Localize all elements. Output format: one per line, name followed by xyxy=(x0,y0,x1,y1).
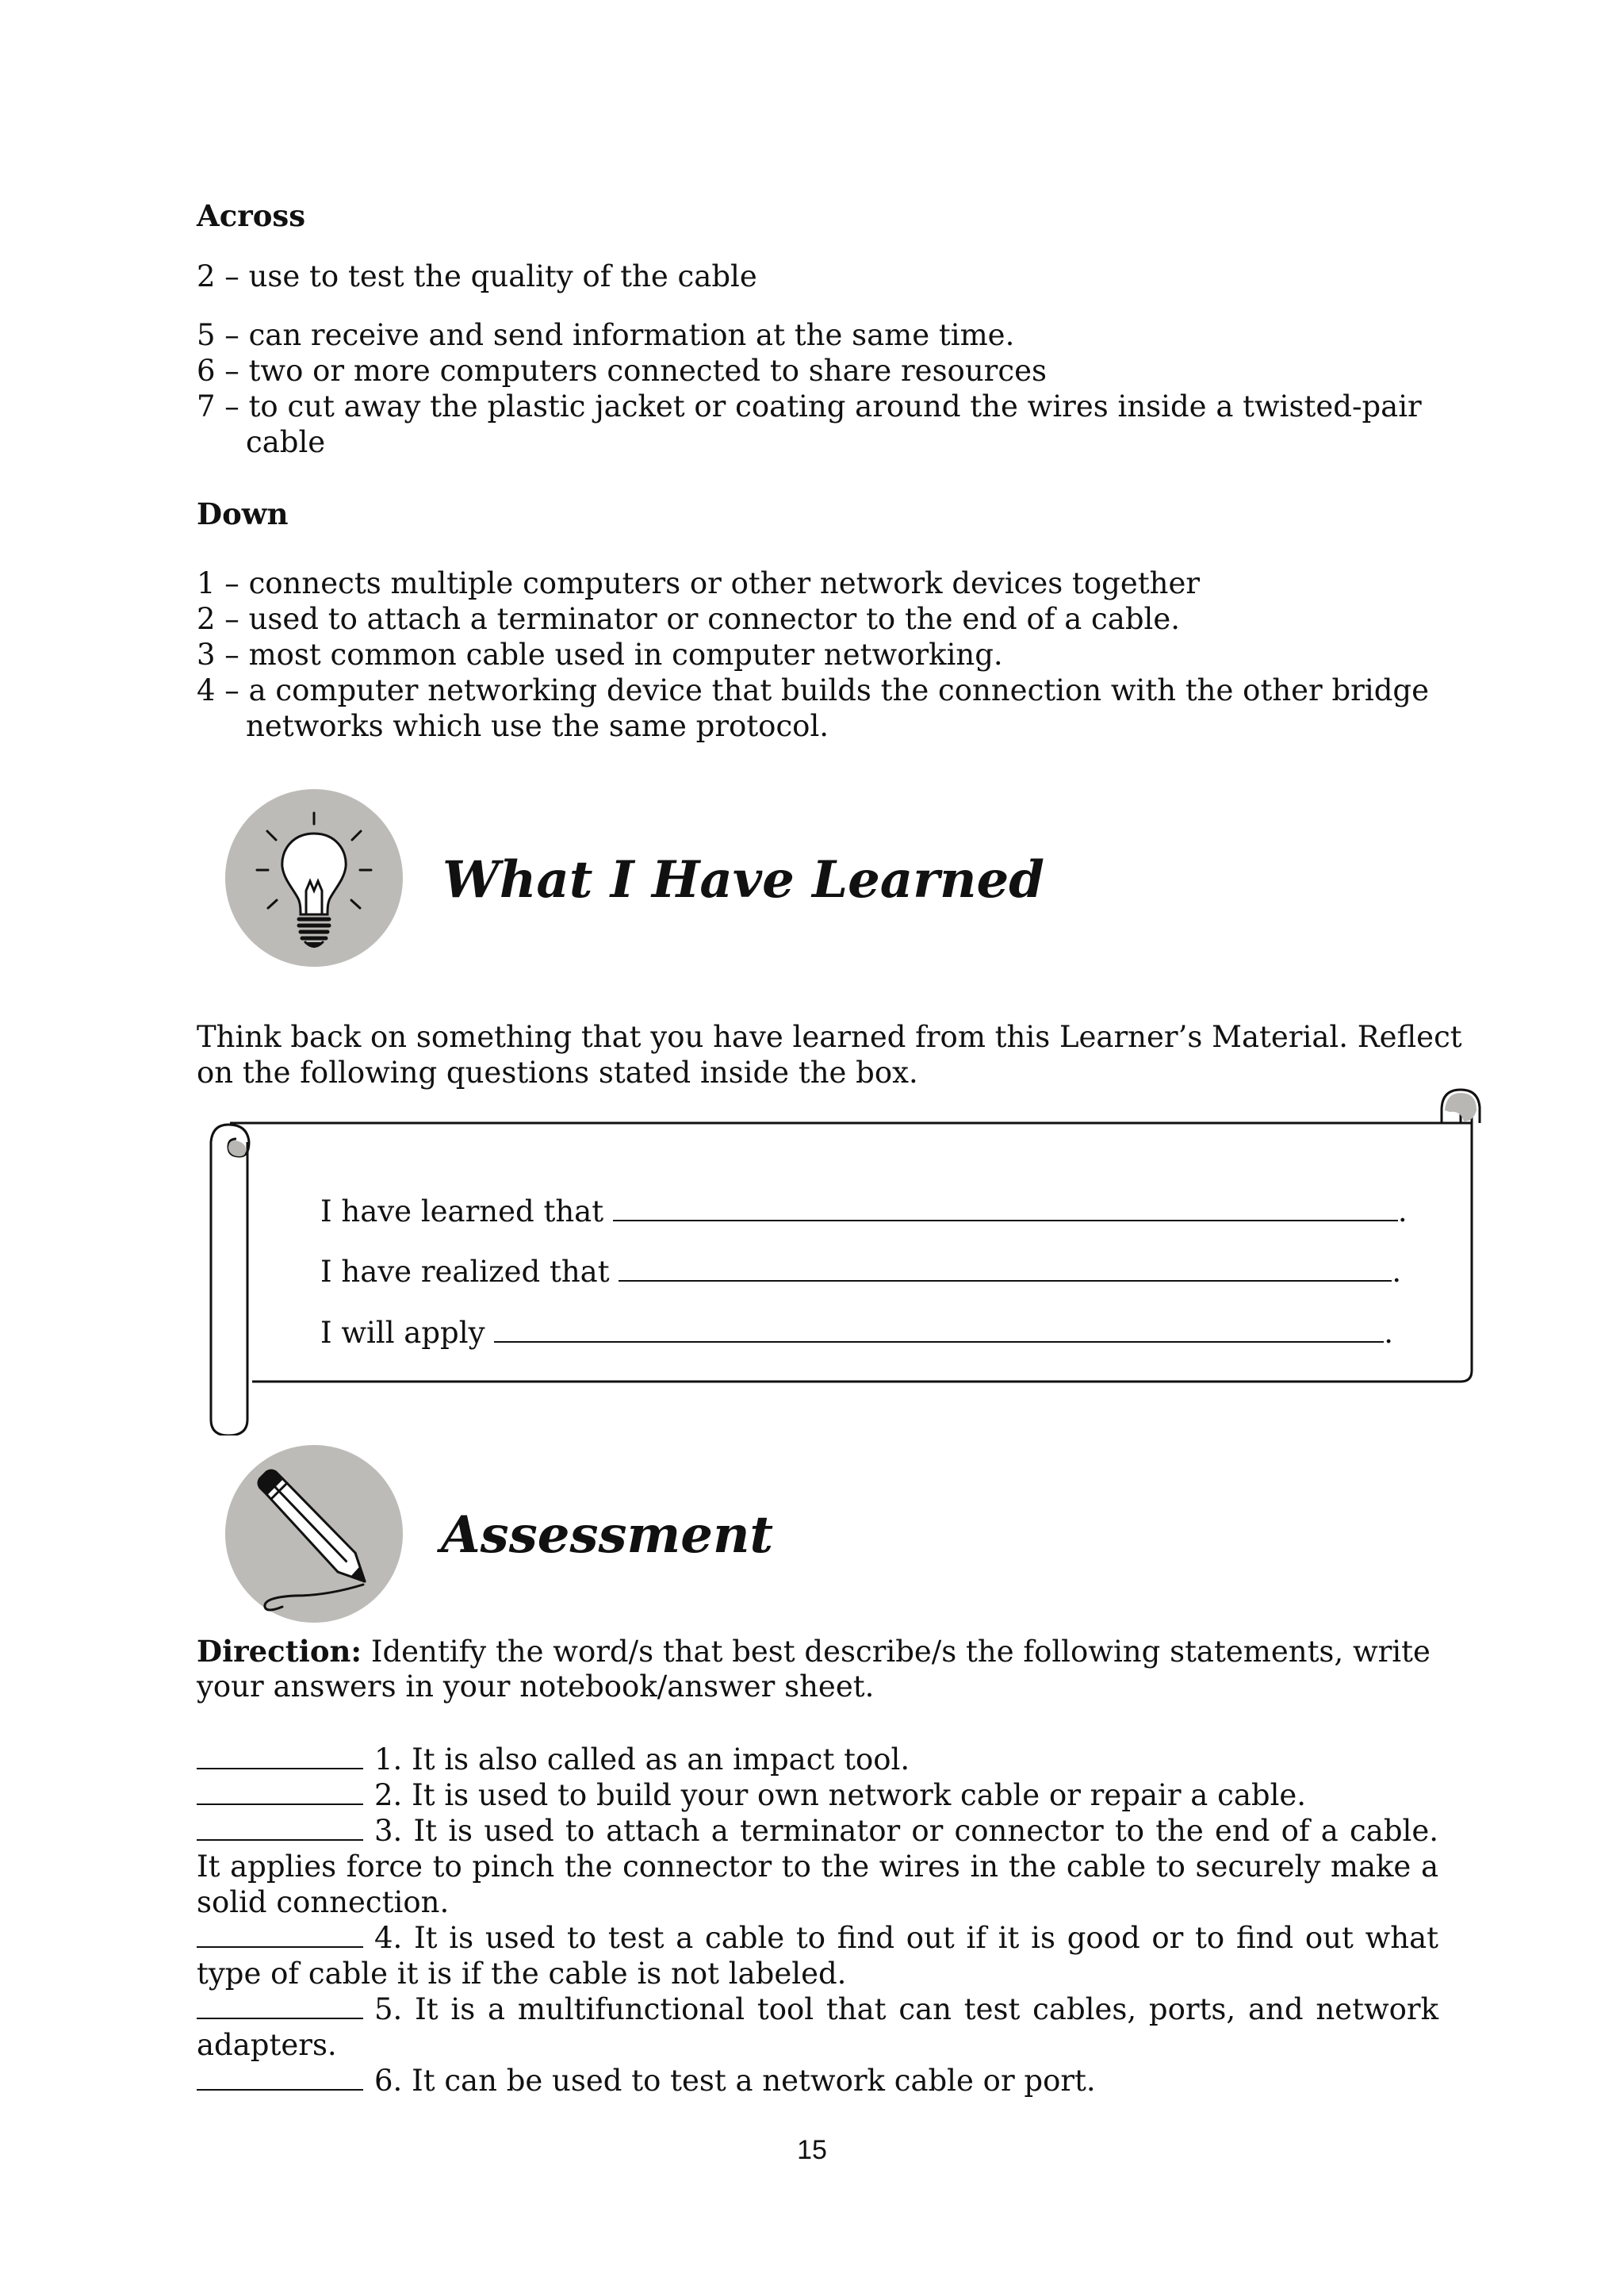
down-clue-3: 3 – most common cable used in computer networking. xyxy=(197,638,1003,672)
page-number: 15 xyxy=(797,2135,827,2165)
reflection-learned-blank[interactable] xyxy=(613,1196,1398,1221)
down-clue-2: 2 – used to attach a terminator or connector to the end of a cable. xyxy=(197,602,1181,636)
reflection-learned: I have learned that . xyxy=(320,1194,1408,1228)
down-clue-4: 4 – a computer networking device that builds the connection with the other bridge xyxy=(197,673,1429,707)
reflection-apply-blank[interactable] xyxy=(494,1317,1384,1343)
answer-blank-1[interactable] xyxy=(197,1744,363,1769)
reflection-realized-label: I have realized that xyxy=(320,1255,610,1289)
direction-text: Identify the word/s that best describe/s the following statements, write xyxy=(362,1635,1431,1669)
assessment-direction-line2: your answers in your notebook/answer sheet. xyxy=(197,1669,875,1704)
reflection-realized: I have realized that . xyxy=(320,1255,1402,1289)
assessment-item-5: 5. It is a multifunctional tool that can test cables, ports, and network adapters. xyxy=(197,1992,1438,2062)
across-clue-7: 7 – to cut away the plastic jacket or coating around the wires inside a twisted-pair xyxy=(197,389,1422,424)
answer-blank-6[interactable] xyxy=(197,2065,363,2091)
reflection-apply: I will apply . xyxy=(320,1316,1394,1350)
across-heading: Across xyxy=(197,198,306,233)
pencil-icon xyxy=(216,1437,406,1627)
assessment-item-1: 1. It is also called as an impact tool. xyxy=(197,1742,1438,1777)
down-clue-1: 1 – connects multiple computers or other network devices together xyxy=(197,566,1201,600)
down-clue-4-continued: networks which use the same protocol. xyxy=(246,709,829,743)
answer-blank-2[interactable] xyxy=(197,1780,363,1805)
answer-blank-4[interactable] xyxy=(197,1922,363,1948)
assessment-item-4: 4. It is used to test a cable to find out if it is good or to find out what type of cable it is if the cable is not labeled. xyxy=(197,1921,1439,1991)
across-clue-5: 5 – can receive and send information at the same time. xyxy=(197,318,1015,352)
what-i-have-learned-title: What I Have Learned xyxy=(442,850,1044,910)
across-clue-7-continued: cable xyxy=(246,425,326,459)
answer-blank-5[interactable] xyxy=(197,1994,363,2019)
reflection-scroll-box xyxy=(205,1079,1481,1435)
across-clue-6: 6 – two or more computers connected to share resources xyxy=(197,354,1047,388)
assessment-direction-line1 xyxy=(197,1634,1431,1669)
learned-instruction-line2: on the following questions stated inside the box. xyxy=(197,1056,918,1090)
lightbulb-icon xyxy=(216,781,406,972)
assessment-item-6: 6. It can be used to test a network cable or port. xyxy=(197,2063,1438,2099)
assessment-title: Assessment xyxy=(441,1505,774,1565)
reflection-realized-blank[interactable] xyxy=(619,1256,1392,1282)
answer-blank-3[interactable] xyxy=(197,1815,363,1841)
reflection-apply-label: I will apply xyxy=(320,1316,485,1350)
direction-label: Direction: xyxy=(197,1634,362,1669)
reflection-learned-label: I have learned that xyxy=(320,1194,604,1228)
learned-instruction-line1: Think back on something that you have learned from this Learner’s Material. Reflect xyxy=(197,1020,1462,1054)
down-heading: Down xyxy=(197,496,289,531)
assessment-item-3: 3. It is used to attach a terminator or connector to the end of a cable. It applies force to pinch the connector to the wires in the cable to securely make a solid connection. xyxy=(197,1814,1439,1919)
assessment-item-2: 2. It is used to build your own network cable or repair a cable. xyxy=(197,1777,1438,1813)
across-clue-2: 2 – use to test the quality of the cable xyxy=(197,259,757,293)
